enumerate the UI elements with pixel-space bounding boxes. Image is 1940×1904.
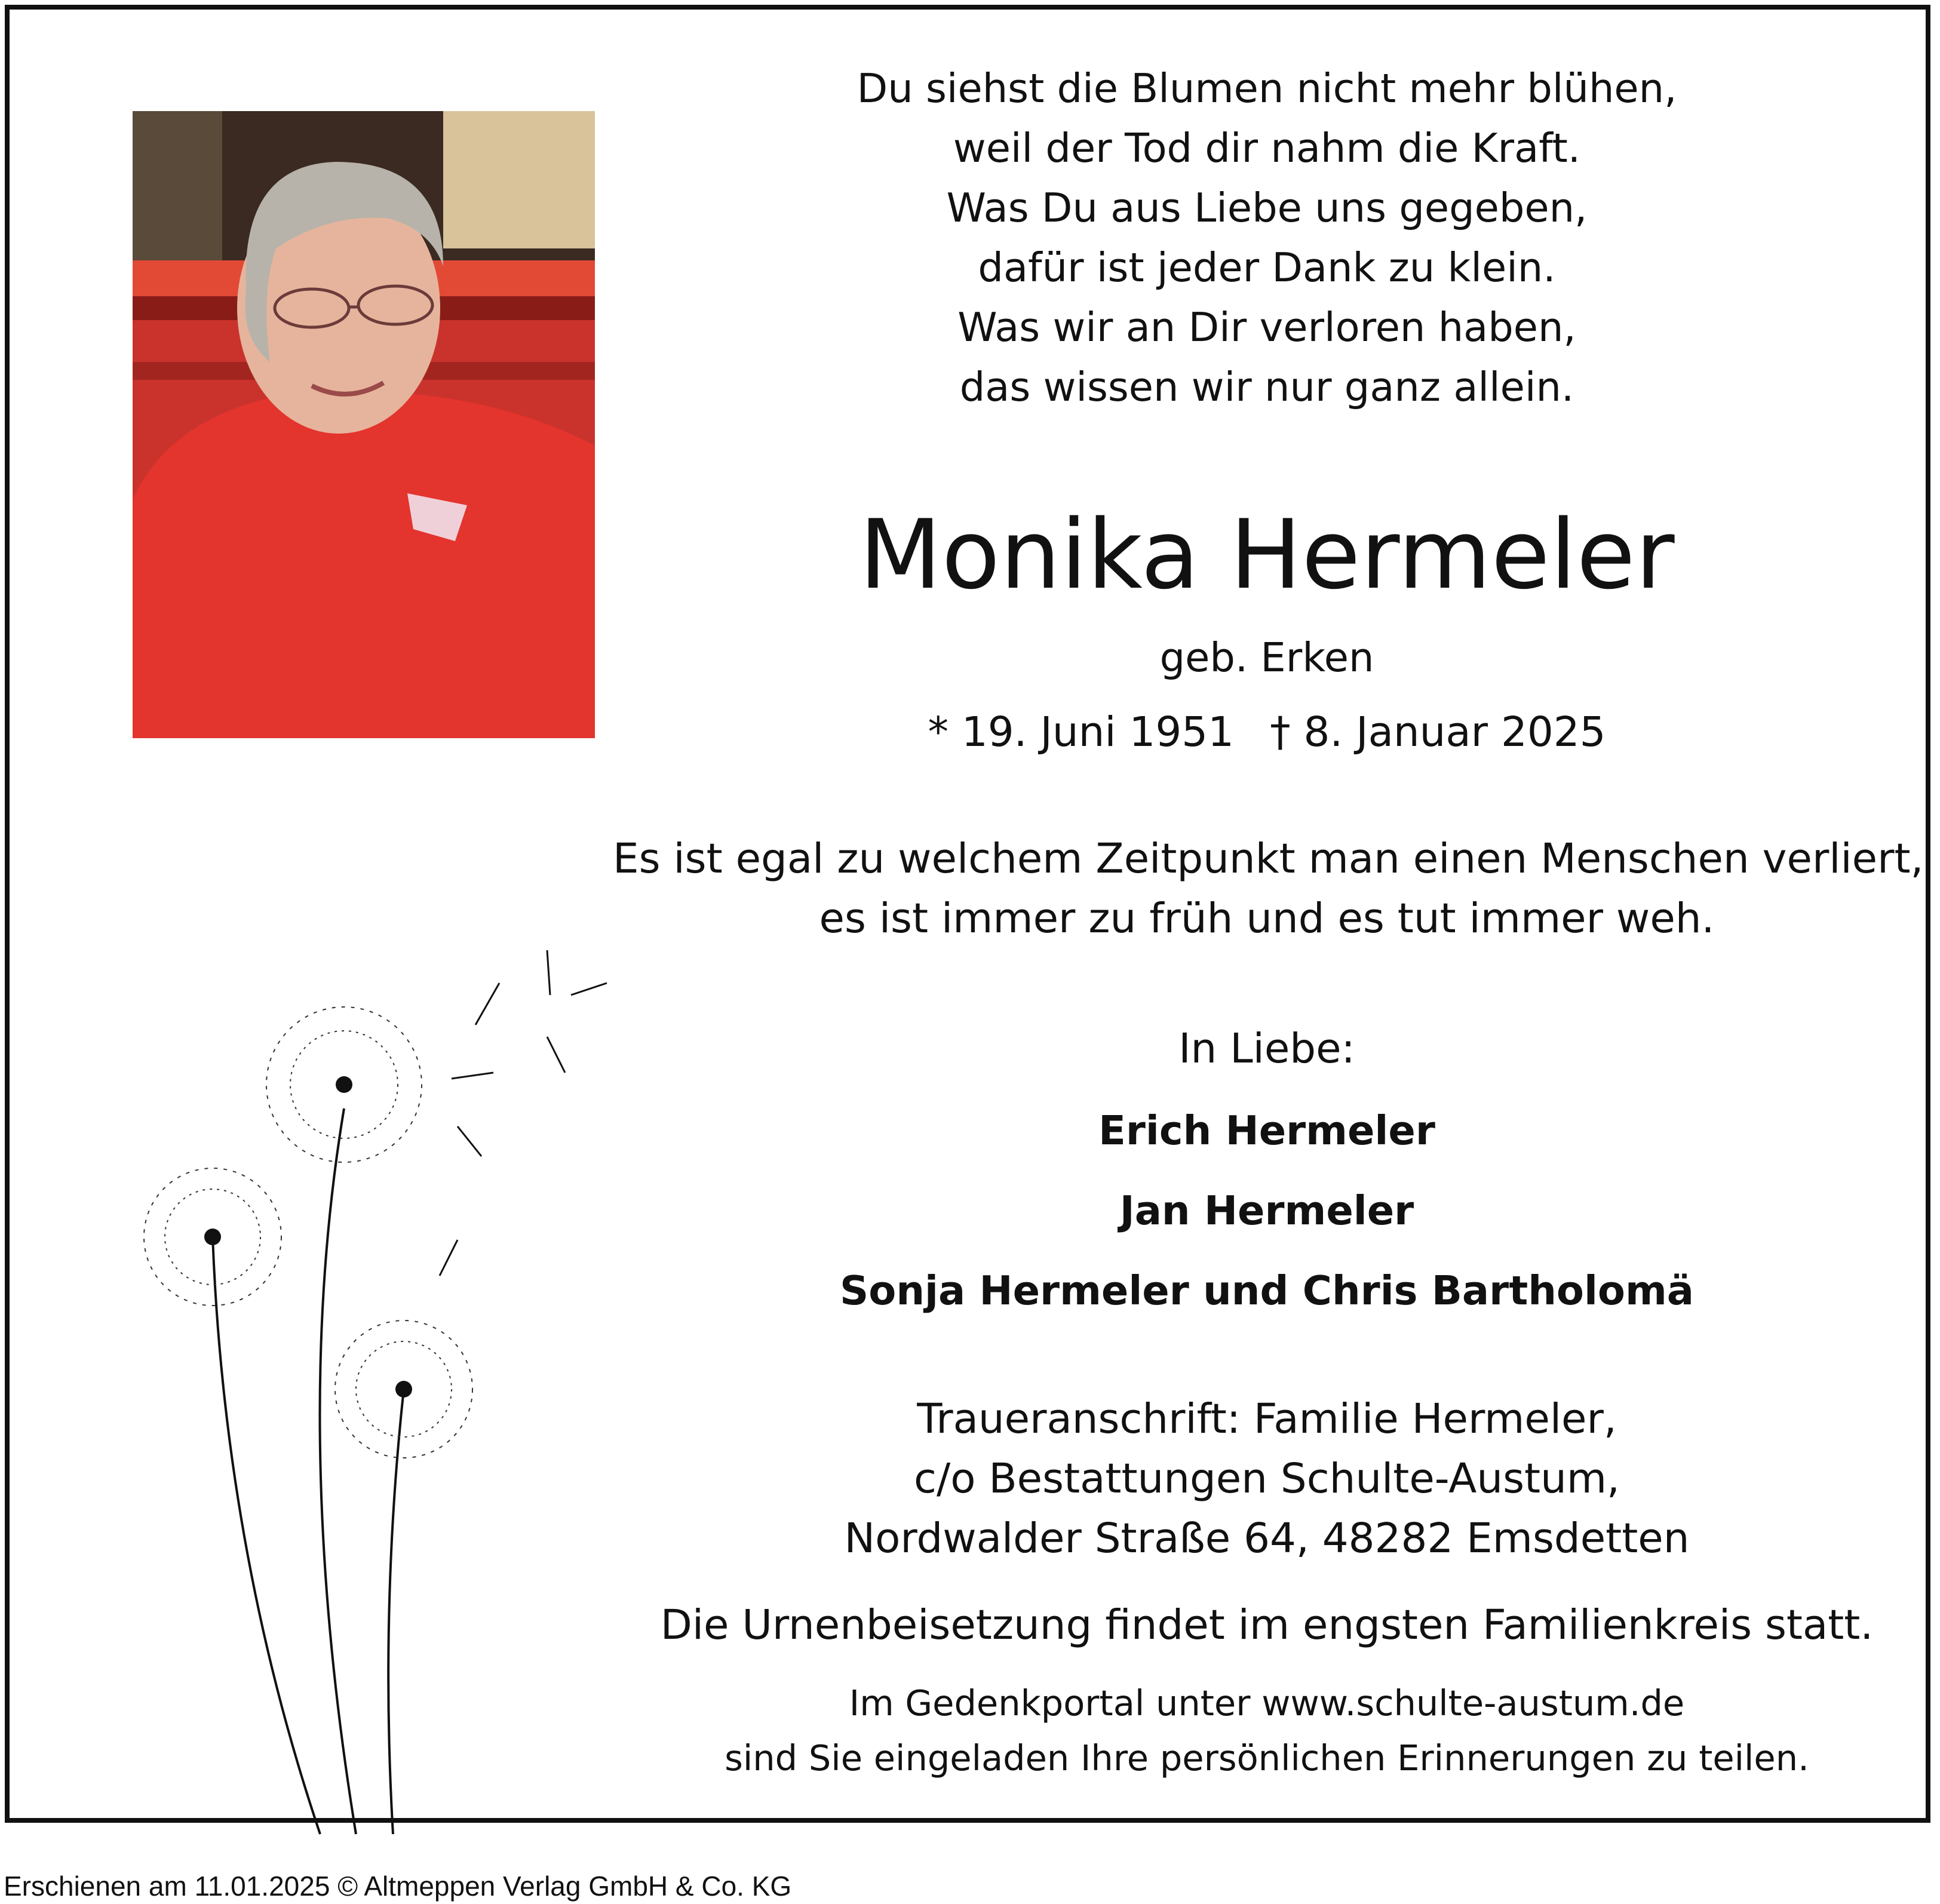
address-line: Traueranschrift: Familie Hermeler, — [917, 1395, 1617, 1443]
poem-line: dafür ist jeder Dank zu klein. — [978, 244, 1556, 291]
address-line: Nordwalder Straße 64, 48282 Emsdetten — [844, 1515, 1690, 1562]
poem-line: Was Du aus Liebe uns gegeben, — [946, 185, 1588, 231]
birth-name: geb. Erken — [1159, 634, 1374, 681]
mourning-address — [613, 1389, 1921, 1568]
mourners-list — [613, 1091, 1921, 1331]
deceased-name: Monika Hermeler — [859, 499, 1675, 610]
publication-footer: Erschienen am 11.01.2025 © Altmeppen Verlag GmbH & Co. KG — [4, 1871, 792, 1902]
mourners-intro: In Liebe: — [1178, 1025, 1355, 1073]
poem — [613, 59, 1921, 417]
portrait-photo — [133, 111, 595, 738]
poem-line: Du siehst die Blumen nicht mehr blühen, — [857, 65, 1677, 112]
portrait-illustration — [133, 111, 595, 738]
quote-line: es ist immer zu früh und es tut immer weh. — [819, 895, 1715, 942]
mourner-name: Erich Hermeler — [1098, 1107, 1435, 1154]
birth-symbol: * — [928, 708, 948, 756]
life-dates — [613, 702, 1921, 762]
dandelion-illustration — [117, 893, 690, 1837]
urn-notice: Die Urnenbeisetzung findet im engsten Familienkreis statt. — [660, 1601, 1874, 1649]
birth-date: 19. Juni 1951 — [961, 708, 1235, 756]
address-line: c/o Bestattungen Schulte-Austum, — [914, 1455, 1620, 1503]
memorial-portal-note — [613, 1676, 1921, 1786]
quote — [613, 829, 1924, 948]
death-symbol: † — [1270, 708, 1291, 756]
poem-line: Was wir an Dir verloren haben, — [957, 304, 1576, 351]
poem-line: das wissen wir nur ganz allein. — [959, 364, 1574, 410]
mourner-name: Sonja Hermeler und Chris Bartholomä — [840, 1267, 1694, 1314]
portal-line: sind Sie eingeladen Ihre persönlichen Erinnerungen zu teilen. — [725, 1737, 1809, 1779]
portal-line: Im Gedenkportal unter www.schulte-austum.de — [849, 1682, 1685, 1724]
quote-line: Es ist egal zu welchem Zeitpunkt man einen Menschen verliert, — [613, 835, 1924, 883]
mourner-name: Jan Hermeler — [1119, 1187, 1414, 1234]
poem-line: weil der Tod dir nahm die Kraft. — [953, 125, 1581, 171]
obituary-frame — [5, 5, 1930, 1823]
death-date: 8. Januar 2025 — [1303, 708, 1606, 756]
